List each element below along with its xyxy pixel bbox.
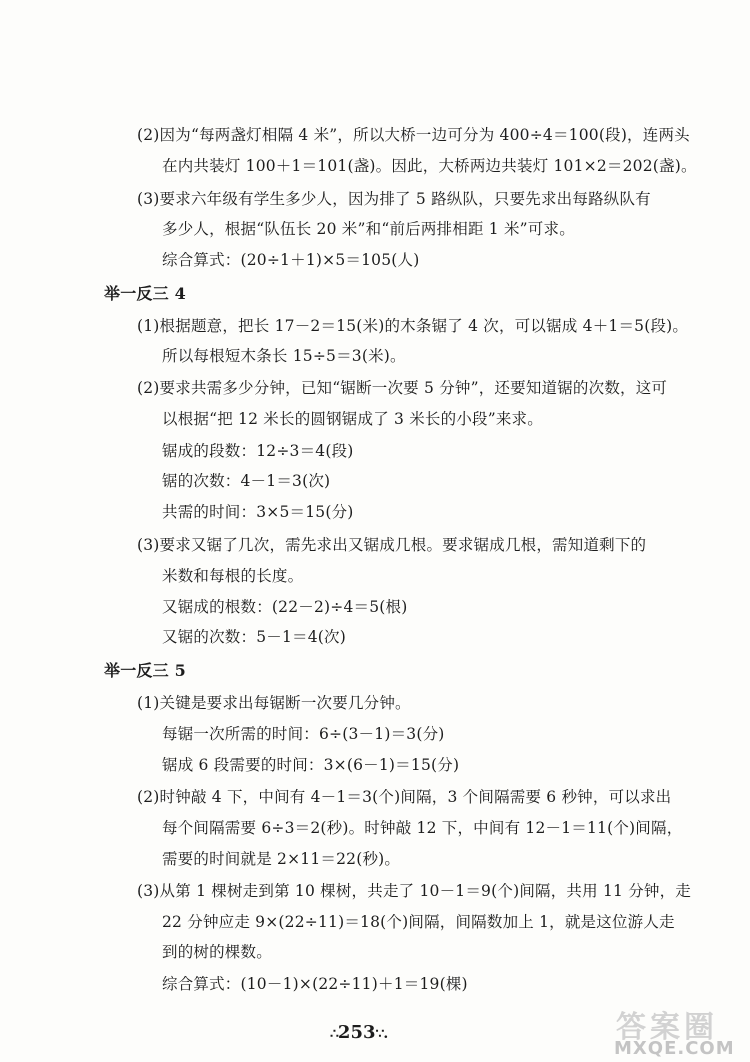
- formula-line: 锯成 6 段需要的时间：3×(6－1)＝15(分): [162, 756, 460, 774]
- text-line: (1)关键是要求出每锯断一次要几分钟。: [137, 694, 411, 712]
- formula-line: 锯的次数：4－1＝3(次): [162, 472, 331, 490]
- text-line: (3)要求六年级有学生多少人，因为排了 5 路纵队，只要先求出每路纵队有: [137, 190, 651, 208]
- text-line: 22 分钟应走 9×(22÷11)＝18(个)间隔，间隔数加上 1，就是这位游人走: [162, 913, 675, 931]
- page-number: ∴253∵.: [330, 1022, 388, 1043]
- text-line: 以根据“把 12 米长的圆钢锯成了 3 米长的小段”来求。: [162, 410, 543, 428]
- decorative-dots: ∵.: [375, 1026, 388, 1042]
- text-line: (2)时钟敲 4 下，中间有 4－1＝3(个)间隔，3 个间隔需要 6 秒钟，可以求出: [137, 788, 672, 806]
- text-line: 需要的时间就是 2×11＝22(秒)。: [162, 850, 401, 868]
- section-heading: 举一反三 4: [104, 284, 186, 303]
- formula-line: 每锯一次所需的时间：6÷(3－1)＝3(分): [162, 725, 445, 743]
- decorative-dots: ∴: [330, 1026, 338, 1042]
- formula-line: 锯成的段数：12÷3＝4(段): [162, 442, 354, 460]
- text-line: 多少人，根据“队伍长 20 米”和“前后两排相距 1 米”可求。: [162, 220, 575, 238]
- formula-line: 综合算式：(10－1)×(22÷11)＋1＝19(棵): [162, 975, 468, 993]
- text-line: 米数和每根的长度。: [162, 567, 304, 585]
- text-line: (1)根据题意，把长 17－2＝15(米)的木条锯了 4 次，可以锯成 4＋1＝5(段)。: [137, 317, 689, 335]
- text-line: (3)要求又锯了几次，需先求出又锯成几根。要求锯成几根，需知道剩下的: [137, 536, 647, 554]
- section-heading: 举一反三 5: [104, 661, 186, 680]
- watermark-url: MXQE.COM: [614, 1038, 735, 1059]
- formula-line: 共需的时间：3×5＝15(分): [162, 503, 354, 521]
- text-line: (2)因为“每两盏灯相隔 4 米”，所以大桥一边可分为 400÷4＝100(段)，连两头: [137, 126, 690, 144]
- text-line: 每个间隔需要 6÷3＝2(秒)。时钟敲 12 下，中间有 12－1＝11(个)间隔，: [162, 819, 683, 837]
- text-line: 到的树的棵数。: [162, 943, 272, 961]
- formula-line: 又锯的次数：5－1＝4(次): [162, 628, 346, 646]
- text-line: 所以每根短木条长 15÷5＝3(米)。: [162, 347, 406, 365]
- text-line: (3)从第 1 棵树走到第 10 棵树，共走了 10－1＝9(个)间隔，共用 11 分钟，走: [137, 882, 691, 900]
- formula-line: 又锯成的根数：(22－2)÷4＝5(根): [162, 598, 408, 616]
- watermark-logo: [608, 1000, 748, 1060]
- text-line: (2)要求共需多少分钟，已知“锯断一次要 5 分钟”，还要知道锯的次数，这可: [137, 379, 668, 397]
- formula-line: 综合算式：(20÷1＋1)×5＝105(人): [162, 251, 420, 269]
- watermark-text: 答案圈: [616, 1010, 718, 1045]
- text-line: 在内共装灯 100＋1＝101(盏)。因此，大桥两边共装灯 101×2＝202(盏)。: [162, 157, 697, 175]
